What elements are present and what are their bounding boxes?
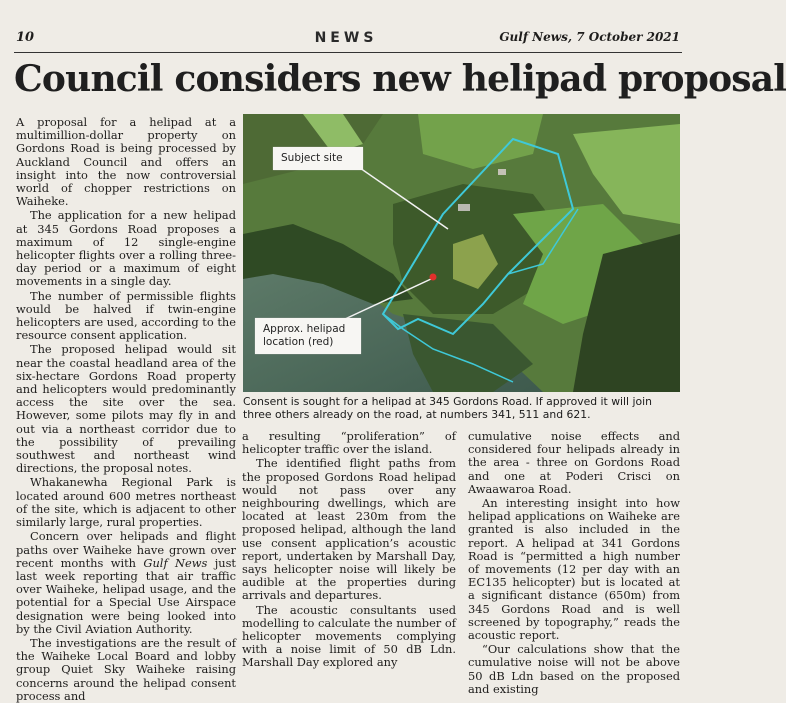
- paragraph: The number of permissible flights would be halved if twin-engine helicopters are used, according to the resource consent application.: [16, 288, 236, 343]
- article-column-2: [242, 430, 456, 670]
- paragraph: “Our calculations show that the cumulative noise will not be above 50 dB Ldn based on the proposed and existing: [468, 642, 680, 696]
- publication-name: Gulf News: [143, 555, 208, 570]
- paragraph: The acoustic consultants used modelling to calculate the number of helicopter movements complying with a noise limit of 50 dB Ldn. Marshall Day explored any: [242, 602, 456, 670]
- paragraph: Whakanewha Regional Park is located around 600 metres northeast of the site, which is adjacent to other similarly large, rural properties.: [16, 475, 236, 530]
- section-title: NEWS: [314, 30, 378, 46]
- article-column-3: [468, 430, 680, 696]
- paragraph: cumulative noise effects and considered four helipads already in the area - three on Gordons Road and one at Poderi Crisci on Awaawaroa Road.: [468, 429, 680, 496]
- article-column-1: [16, 116, 236, 703]
- text-span: Concern over helipads and flight paths over Waiheke have grown over recent months with: [16, 529, 236, 570]
- paragraph: The application for a new helipad at 345 Gordons Road proposes a maximum of 12 single-engine helicopter flights over a rolling three-day period or a maximum of eight movements in a single day.: [16, 208, 236, 289]
- paragraph: The investigations are the result of the Waiheke Local Board and lobby group Quiet Sky Waiheke raising concerns around the helipad consent process and: [16, 635, 236, 703]
- header-rule: [14, 52, 682, 53]
- paragraph: A proposal for a helipad at a multimillion-dollar property on Gordons Road is being processed by Auckland Council and offers an insight into the now controversial world of chopper restrictions on Waiheke.: [16, 115, 236, 209]
- paragraph: [16, 530, 236, 636]
- photo-caption: Consent is sought for a helipad at 345 Gordons Road. If approved it will join three others already on the road, at numbers 341, 511 and 621.: [243, 395, 652, 421]
- issue-date: Gulf News, 7 October 2021: [499, 30, 680, 44]
- paragraph: The proposed helipad would sit near the coastal headland area of the six-hectare Gordons Road property and helicopters would predominantly access the site over the sea. However, some pilots may fly in and out via a northeast corridor due to the possibility of prevailing southwest and northeast wind directions, the proposal notes.: [16, 342, 236, 476]
- text-span: just last week reporting that air traffic over Waiheke, helipad usage, and the potential for a Special Use Airspace designation were being looked into by the Civil Aviation Authority.: [16, 555, 236, 636]
- helipad-location-label: Approx. helipad location (red): [255, 318, 361, 354]
- paragraph: The identified flight paths from the proposed Gordons Road helipad would not pass over any neighbouring dwellings, which are located at least 230m from the proposed helipad, although the land use consent application’s acoustic report, undertaken by Marshall Day, says helicopter noise will likely be audible at the properties during arrivals and departures.: [242, 456, 456, 603]
- subject-site-label: Subject site: [273, 147, 363, 170]
- aerial-photo: [243, 114, 680, 392]
- paragraph: a resulting “proliferation” of helicopter traffic over the island.: [242, 429, 456, 457]
- helipad-marker-icon: [430, 274, 437, 281]
- headline: Council considers new helipad proposal: [14, 58, 786, 100]
- page-number: 10: [16, 30, 35, 45]
- paragraph: An interesting insight into how helipad applications on Waiheke are granted is also included in the report. A helipad at 341 Gordons Road is “permitted a high number of movements (12 per day with an EC135 helicopter) but is located at a significant distance (650m) from 345 Gordons Road and is well screened by topography,” reads the acoustic report.: [468, 496, 680, 643]
